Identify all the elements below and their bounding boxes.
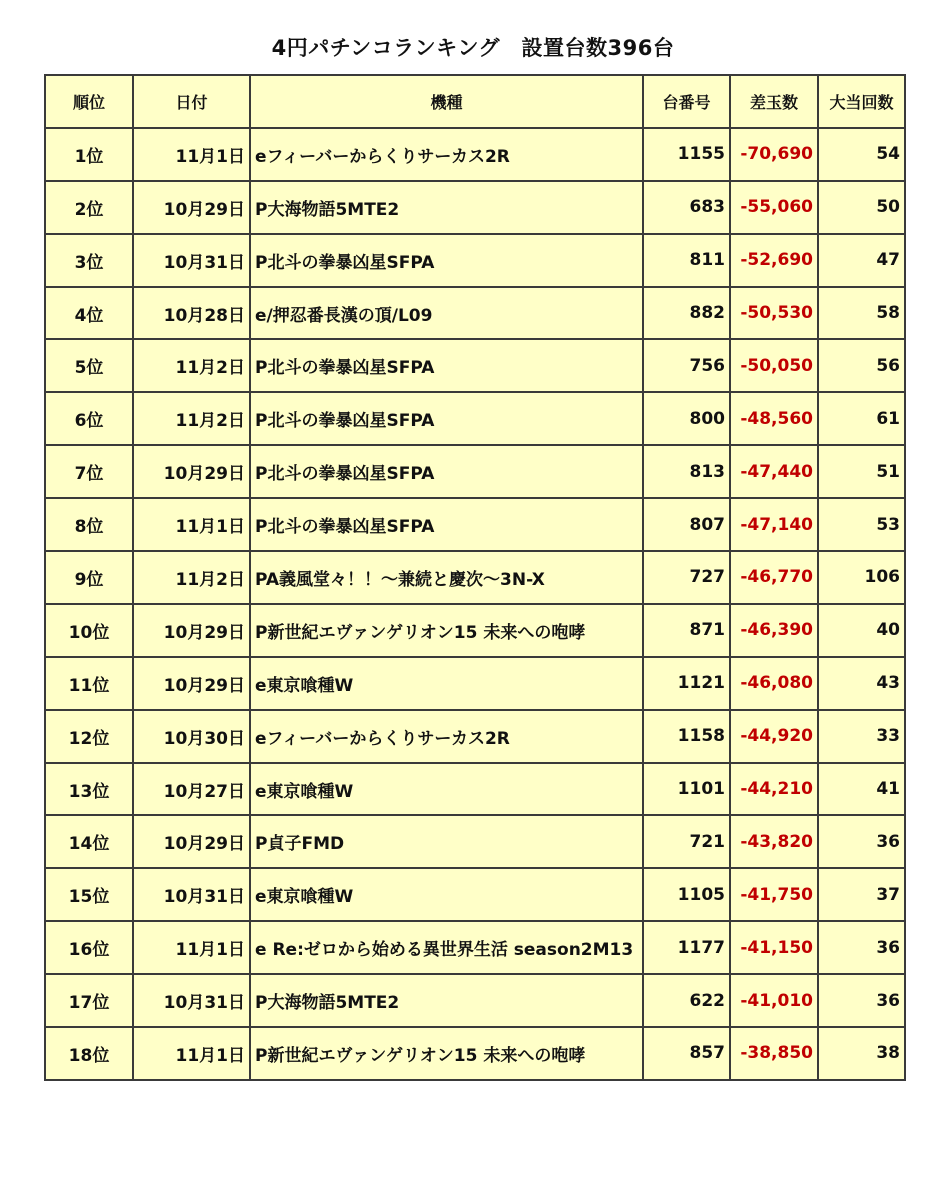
- cell-hits: 47: [818, 234, 905, 287]
- cell-rank: 8位: [45, 498, 133, 551]
- cell-date: 11月1日: [133, 921, 250, 974]
- table-row: [45, 181, 905, 234]
- cell-hits: 54: [818, 128, 905, 181]
- cell-diff: -38,850: [730, 1027, 818, 1080]
- cell-model: e Re:ゼロから始める異世界生活 season2M13: [250, 921, 643, 974]
- header-date: 日付: [133, 75, 250, 128]
- cell-rank: 1位: [45, 128, 133, 181]
- cell-rank: 15位: [45, 868, 133, 921]
- cell-diff: -44,920: [730, 710, 818, 763]
- cell-model: P北斗の拳暴凶星SFPA: [250, 392, 643, 445]
- cell-date: 10月29日: [133, 604, 250, 657]
- cell-rank: 3位: [45, 234, 133, 287]
- table-row: [45, 234, 905, 287]
- cell-machine-no: 1105: [643, 868, 730, 921]
- cell-hits: 43: [818, 657, 905, 710]
- cell-diff: -47,440: [730, 445, 818, 498]
- cell-rank: 10位: [45, 604, 133, 657]
- table-row: [45, 974, 905, 1027]
- cell-date: 11月1日: [133, 128, 250, 181]
- table-row: [45, 128, 905, 181]
- cell-machine-no: 800: [643, 392, 730, 445]
- cell-rank: 12位: [45, 710, 133, 763]
- table-row: [45, 392, 905, 445]
- cell-machine-no: 857: [643, 1027, 730, 1080]
- table-row: [45, 551, 905, 604]
- cell-machine-no: 807: [643, 498, 730, 551]
- header-machine-no: 台番号: [643, 75, 730, 128]
- cell-model: P新世紀エヴァンゲリオン15 未来への咆哮: [250, 604, 643, 657]
- cell-model: P新世紀エヴァンゲリオン15 未来への咆哮: [250, 1027, 643, 1080]
- cell-date: 11月1日: [133, 1027, 250, 1080]
- cell-model: PA義風堂々！！～兼続と慶次～3N-X: [250, 551, 643, 604]
- table-row: [45, 445, 905, 498]
- cell-hits: 36: [818, 974, 905, 1027]
- cell-diff: -44,210: [730, 763, 818, 816]
- cell-model: e東京喰種W: [250, 868, 643, 921]
- cell-diff: -70,690: [730, 128, 818, 181]
- cell-hits: 50: [818, 181, 905, 234]
- cell-machine-no: 813: [643, 445, 730, 498]
- cell-model: P大海物語5MTE2: [250, 974, 643, 1027]
- cell-date: 10月31日: [133, 234, 250, 287]
- cell-machine-no: 622: [643, 974, 730, 1027]
- table-row: [45, 287, 905, 340]
- cell-machine-no: 1158: [643, 710, 730, 763]
- cell-hits: 33: [818, 710, 905, 763]
- cell-date: 10月31日: [133, 868, 250, 921]
- cell-machine-no: 721: [643, 815, 730, 868]
- cell-date: 10月29日: [133, 815, 250, 868]
- table-row: [45, 604, 905, 657]
- cell-date: 11月2日: [133, 551, 250, 604]
- cell-machine-no: 811: [643, 234, 730, 287]
- cell-machine-no: 1155: [643, 128, 730, 181]
- cell-model: e/押忍番長漢の頂/L09: [250, 287, 643, 340]
- header-row: [45, 75, 905, 128]
- cell-diff: -41,150: [730, 921, 818, 974]
- table-row: [45, 498, 905, 551]
- cell-rank: 16位: [45, 921, 133, 974]
- cell-machine-no: 882: [643, 287, 730, 340]
- cell-date: 10月28日: [133, 287, 250, 340]
- cell-date: 10月29日: [133, 657, 250, 710]
- cell-diff: -50,050: [730, 339, 818, 392]
- table-row: [45, 657, 905, 710]
- table-row: [45, 763, 905, 816]
- cell-rank: 5位: [45, 339, 133, 392]
- cell-date: 10月27日: [133, 763, 250, 816]
- cell-rank: 14位: [45, 815, 133, 868]
- cell-diff: -41,010: [730, 974, 818, 1027]
- cell-date: 10月31日: [133, 974, 250, 1027]
- cell-diff: -48,560: [730, 392, 818, 445]
- cell-model: P北斗の拳暴凶星SFPA: [250, 339, 643, 392]
- cell-date: 11月2日: [133, 392, 250, 445]
- cell-machine-no: 1177: [643, 921, 730, 974]
- cell-machine-no: 1101: [643, 763, 730, 816]
- cell-hits: 41: [818, 763, 905, 816]
- cell-rank: 2位: [45, 181, 133, 234]
- cell-diff: -46,080: [730, 657, 818, 710]
- cell-diff: -46,390: [730, 604, 818, 657]
- cell-model: P北斗の拳暴凶星SFPA: [250, 445, 643, 498]
- table-row: [45, 868, 905, 921]
- cell-machine-no: 683: [643, 181, 730, 234]
- header-model: 機種: [250, 75, 643, 128]
- cell-hits: 51: [818, 445, 905, 498]
- cell-diff: -43,820: [730, 815, 818, 868]
- cell-hits: 56: [818, 339, 905, 392]
- cell-rank: 6位: [45, 392, 133, 445]
- header-hits: 大当回数: [818, 75, 905, 128]
- cell-date: 10月29日: [133, 445, 250, 498]
- cell-date: 10月30日: [133, 710, 250, 763]
- cell-date: 11月2日: [133, 339, 250, 392]
- cell-model: eフィーバーからくりサーカス2R: [250, 710, 643, 763]
- cell-model: P大海物語5MTE2: [250, 181, 643, 234]
- cell-diff: -41,750: [730, 868, 818, 921]
- cell-model: e東京喰種W: [250, 763, 643, 816]
- table-row: [45, 921, 905, 974]
- cell-rank: 7位: [45, 445, 133, 498]
- header-diff: 差玉数: [730, 75, 818, 128]
- cell-diff: -55,060: [730, 181, 818, 234]
- cell-model: P貞子FMD: [250, 815, 643, 868]
- cell-hits: 58: [818, 287, 905, 340]
- cell-machine-no: 871: [643, 604, 730, 657]
- table-row: [45, 339, 905, 392]
- cell-diff: -47,140: [730, 498, 818, 551]
- cell-diff: -52,690: [730, 234, 818, 287]
- table-row: [45, 1027, 905, 1080]
- cell-model: P北斗の拳暴凶星SFPA: [250, 234, 643, 287]
- cell-model: e東京喰種W: [250, 657, 643, 710]
- cell-hits: 36: [818, 921, 905, 974]
- cell-model: P北斗の拳暴凶星SFPA: [250, 498, 643, 551]
- header-rank: 順位: [45, 75, 133, 128]
- cell-rank: 13位: [45, 763, 133, 816]
- cell-diff: -50,530: [730, 287, 818, 340]
- cell-rank: 18位: [45, 1027, 133, 1080]
- cell-hits: 40: [818, 604, 905, 657]
- cell-rank: 9位: [45, 551, 133, 604]
- cell-hits: 106: [818, 551, 905, 604]
- cell-machine-no: 1121: [643, 657, 730, 710]
- cell-hits: 37: [818, 868, 905, 921]
- cell-machine-no: 727: [643, 551, 730, 604]
- cell-hits: 38: [818, 1027, 905, 1080]
- ranking-table: [44, 74, 906, 1081]
- table-row: [45, 815, 905, 868]
- cell-hits: 53: [818, 498, 905, 551]
- cell-diff: -46,770: [730, 551, 818, 604]
- cell-date: 11月1日: [133, 498, 250, 551]
- cell-rank: 17位: [45, 974, 133, 1027]
- page-title: 4円パチンコランキング 設置台数396台: [271, 36, 675, 60]
- cell-machine-no: 756: [643, 339, 730, 392]
- cell-rank: 4位: [45, 287, 133, 340]
- cell-model: eフィーバーからくりサーカス2R: [250, 128, 643, 181]
- cell-rank: 11位: [45, 657, 133, 710]
- table-row: [45, 710, 905, 763]
- cell-date: 10月29日: [133, 181, 250, 234]
- cell-hits: 36: [818, 815, 905, 868]
- cell-hits: 61: [818, 392, 905, 445]
